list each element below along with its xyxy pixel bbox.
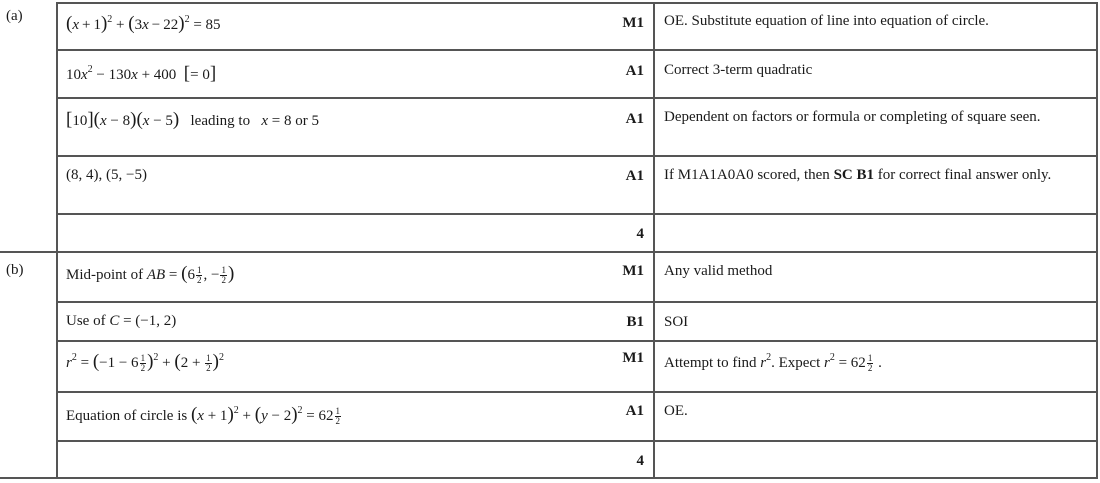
guidance-a3: Dependent on factors or formula or completing of square seen. [664,109,1041,125]
guidance-b3: Attempt to find $r^2$. Expect $r^2 = 62$ $\frac{1}{2}$ . [664,352,882,374]
mark-column-divider [653,2,655,479]
working-b4: Equation of circle is $(x + 1)^2 + (y - 2)^2 = 62$ $\frac{1}{2}$ [66,404,340,427]
mark-b1: M1 [622,263,644,279]
mark-b3: M1 [622,350,644,366]
row-border [56,213,1098,215]
mark-a4: A1 [625,168,644,184]
working-b2-var: C [109,313,120,329]
mark-a3: A1 [625,111,644,127]
row-border [56,391,1098,393]
special-case-mark: SC B1 [833,167,874,183]
total-mark-b: 4 [636,453,644,469]
working-b2-post: = (−1, 2) [119,313,177,329]
working-a3: [10](x − 8)(x − 5) leading to x = 8 or 5 [66,109,319,130]
working-b2 [66,312,176,331]
guidance-b1: Any valid method [664,263,773,279]
working-b1-var: AB [146,267,166,283]
working-a4: (8, 4), (5, −5) [66,167,147,183]
part-divider [0,251,1098,253]
row-border [56,97,1098,99]
guidance-b2: SOI [664,314,689,330]
guidance-b3-mid: . Expect [771,355,824,371]
guidance-a4 [664,166,1084,185]
guidance-a1: OE. Substitute equation of line into equation of circle. [664,13,989,29]
working-b1: Mid-point of AB = (6 $\frac{1}{2}$ , − $\frac{1}{2}$ ) [66,263,235,286]
table-top-border [56,2,1098,4]
mark-b4: A1 [625,403,644,419]
label-column-divider [56,2,58,479]
part-label-b: (b) [6,262,24,278]
guidance-a4-post: for correct final answer only. [874,167,1052,183]
guidance-a2: Correct 3-term quadratic [664,62,813,78]
working-a2: $10x^2 - 130x + 400$ [= 0] [66,63,217,84]
guidance-b3-pre: Attempt to find [664,355,761,371]
table-right-border [1096,2,1098,479]
mark-a2: A1 [625,63,644,79]
row-border [56,301,1098,303]
working-a1: $(x + 1)^2 + (3x - 22)^2 = 85$ [66,13,221,34]
row-border [56,49,1098,51]
table-bottom-border [0,477,1098,479]
guidance-b4: OE. [664,403,688,419]
guidance-a4-pre: If M1A1A0A0 scored, then [664,167,834,183]
working-b4-pre: Equation of circle is [66,408,191,424]
total-mark-a: 4 [636,226,644,242]
working-a3-connector: leading to [190,113,251,129]
row-border [56,155,1098,157]
row-border [56,440,1098,442]
mark-a1: M1 [622,15,644,31]
part-label-a: (a) [6,8,23,24]
working-b2-pre: Use of [66,313,110,329]
mark-b2: B1 [626,314,644,330]
working-b3: $r^2 = (-1 - 6$ $\frac{1}{2}$ )$^2$ + (2 + $\frac{1}{2}$ )$^2$ [66,351,224,374]
working-b1-pre: Mid-point of [66,267,147,283]
row-border [56,340,1098,342]
